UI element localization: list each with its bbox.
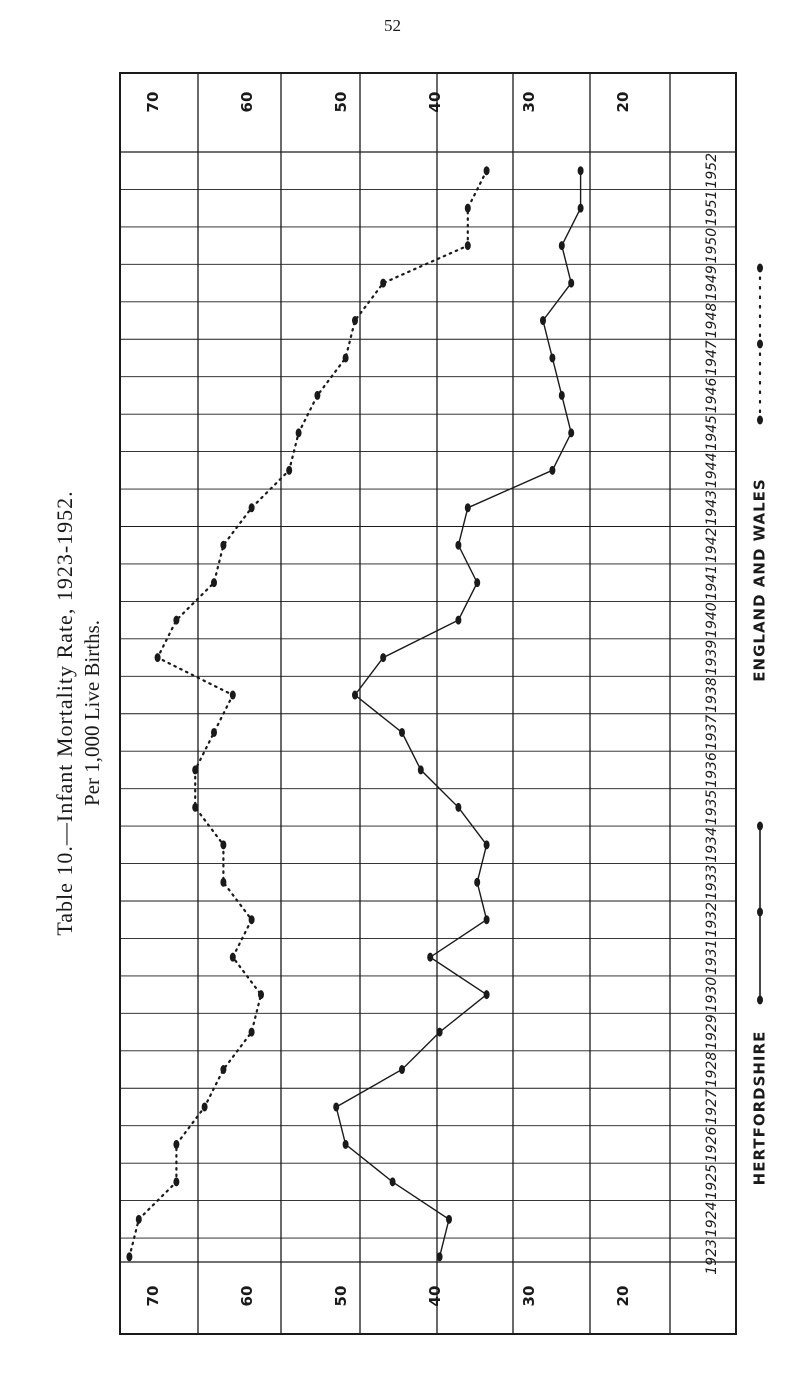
year-label: 1930 [704, 976, 720, 1013]
year-label: 1942 [704, 527, 720, 564]
tick-label-bottom: 50 [332, 1285, 350, 1307]
tick-label-bottom: 20 [614, 1285, 632, 1307]
data-point [437, 1028, 443, 1037]
data-point [173, 616, 179, 625]
year-label: 1951 [704, 190, 720, 226]
legend-label-england-and-wales: ENGLAND AND WALES [750, 478, 769, 682]
year-label: 1934 [704, 827, 720, 863]
year-label: 1929 [704, 1014, 720, 1050]
year-label: 1932 [704, 901, 720, 938]
year-label: 1949 [704, 265, 720, 301]
data-point [220, 840, 226, 849]
data-point [568, 428, 574, 437]
year-label: 1952 [704, 152, 720, 189]
data-point [380, 653, 386, 662]
year-label: 1947 [704, 340, 720, 376]
data-point [465, 503, 471, 512]
data-point [578, 166, 584, 175]
data-point [390, 1177, 396, 1186]
tick-label-bottom: 30 [520, 1285, 538, 1307]
caption-title: Table 10.—Infant Mortality Rate, 1923-1952. [52, 490, 78, 936]
legend-marker [757, 416, 763, 425]
data-point [202, 1102, 208, 1111]
year-label: 1927 [704, 1089, 720, 1125]
data-point [474, 578, 480, 587]
legend-marker [757, 822, 763, 831]
data-point [249, 503, 255, 512]
data-point [559, 391, 565, 400]
tick-label-bottom: 60 [238, 1285, 256, 1307]
data-point [549, 466, 555, 475]
year-label: 1948 [704, 302, 720, 339]
data-point [333, 1102, 339, 1111]
bottom-tick-labels [144, 1286, 632, 1307]
data-point [230, 953, 236, 962]
data-point [136, 1215, 142, 1224]
data-point [126, 1252, 132, 1261]
data-point [484, 166, 490, 175]
year-label: 1928 [704, 1051, 720, 1088]
page-number: 52 [384, 16, 401, 35]
data-point [343, 353, 349, 362]
data-point [549, 353, 555, 362]
year-label: 1925 [704, 1164, 720, 1200]
data-point [155, 653, 161, 662]
year-label: 1945 [704, 415, 720, 451]
year-label: 1933 [704, 864, 720, 901]
data-point [220, 878, 226, 887]
year-label: 1937 [704, 714, 720, 751]
data-point [399, 728, 405, 737]
data-point [474, 878, 480, 887]
tick-label-top: 20 [614, 91, 632, 113]
year-label: 1946 [704, 377, 720, 414]
data-point [540, 316, 546, 325]
tick-label-top: 40 [426, 91, 444, 113]
year-label: 1931 [704, 939, 720, 975]
year-label: 1935 [704, 789, 720, 826]
tick-label-bottom: 70 [144, 1285, 162, 1307]
year-label: 1938 [704, 677, 720, 713]
data-point [173, 1177, 179, 1186]
year-labels [704, 153, 720, 1275]
data-point [249, 1028, 255, 1037]
data-point [192, 765, 198, 774]
data-point [192, 803, 198, 812]
data-point [173, 1140, 179, 1149]
year-label: 1943 [704, 489, 720, 526]
year-label: 1939 [704, 639, 720, 676]
year-label: 1944 [704, 452, 720, 489]
data-point [296, 428, 302, 437]
legend-marker [757, 908, 763, 917]
data-point [380, 279, 386, 288]
tick-label-top: 70 [144, 91, 162, 113]
tick-label-top: 30 [520, 91, 538, 113]
caption-subtitle: Per 1,000 Live Births. [79, 619, 104, 807]
data-point [211, 728, 217, 737]
data-point [484, 840, 490, 849]
data-point [455, 803, 461, 812]
legend-label-hertfordshire: HERTFORDSHIRE [750, 1030, 769, 1186]
data-point [343, 1140, 349, 1149]
year-label: 1926 [704, 1126, 720, 1163]
year-label: 1950 [704, 227, 720, 264]
legend-marker [757, 996, 763, 1005]
legend-marker [757, 340, 763, 349]
data-point [465, 204, 471, 213]
tick-label-top: 50 [332, 91, 350, 113]
year-label: 1940 [704, 602, 720, 638]
data-point [352, 691, 358, 700]
data-point [455, 616, 461, 625]
chart-grid [120, 73, 736, 1334]
data-point [455, 541, 461, 550]
year-label: 1936 [704, 752, 720, 788]
chart-frame [120, 73, 736, 1334]
data-point [484, 915, 490, 924]
data-point [220, 1065, 226, 1074]
top-tick-labels [144, 92, 632, 113]
data-point [427, 953, 433, 962]
year-label: 1924 [704, 1201, 720, 1238]
data-point [314, 391, 320, 400]
data-point [230, 691, 236, 700]
data-point [559, 241, 565, 250]
legend [751, 264, 769, 1186]
data-point [249, 915, 255, 924]
year-label: 1923 [704, 1238, 720, 1275]
data-point [465, 241, 471, 250]
data-point [437, 1252, 443, 1261]
data-point [258, 990, 264, 999]
tick-label-bottom: 40 [426, 1285, 444, 1307]
data-point [211, 578, 217, 587]
data-point [399, 1065, 405, 1074]
data-point [418, 765, 424, 774]
data-point [220, 541, 226, 550]
legend-marker [757, 264, 763, 273]
data-point [568, 279, 574, 288]
data-point [352, 316, 358, 325]
data-point [446, 1215, 452, 1224]
tick-label-top: 60 [238, 91, 256, 113]
data-point [484, 990, 490, 999]
year-label: 1941 [704, 564, 720, 601]
data-point [286, 466, 292, 475]
data-point [578, 204, 584, 213]
